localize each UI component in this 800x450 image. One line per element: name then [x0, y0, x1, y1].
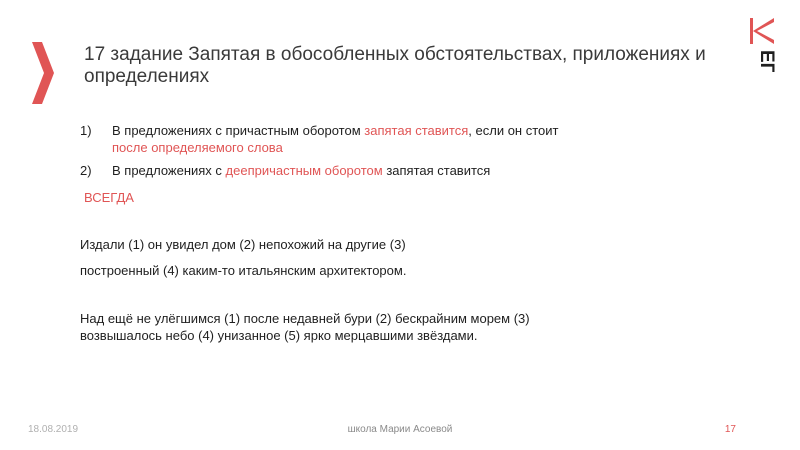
list-number: 1): [80, 123, 92, 138]
rule-highlight: после определяемого слова: [112, 140, 283, 155]
rule-highlight: деепричастным оборотом: [225, 163, 383, 178]
logo-text: ЕГЭ: [756, 50, 777, 72]
example-1-line-2: построенный (4) каким-то итальянским архитектором.: [80, 263, 407, 278]
always-label: ВСЕГДА: [84, 190, 134, 205]
rules-list: [80, 122, 680, 185]
example-2-line-1: Над ещё не улёгшимся (1) после недавней бури (2) бескрайним морем (3): [80, 311, 530, 326]
slide-title: 17 задание Запятая в обособленных обстоятельствах, приложениях и определениях: [84, 44, 706, 87]
page-number: 17: [724, 424, 736, 435]
list-item: [80, 162, 680, 179]
rule-text: В предложениях с причастным оборотом: [112, 123, 365, 138]
rule-highlight: запятая ставится: [364, 123, 469, 138]
example-1-line-1: Издали (1) он увидел дом (2) непохожий на другие (3): [80, 237, 406, 252]
rule-text: , если он стоит: [468, 123, 559, 138]
chevron-right-icon: [30, 40, 56, 106]
rule-text: В предложениях с: [112, 163, 226, 178]
footer-school: школа Марии Асоевой: [347, 424, 453, 435]
list-item: [80, 122, 680, 156]
list-number: 2): [80, 163, 92, 178]
rule-text: запятая ставится: [382, 163, 491, 178]
footer-date: 18.08.2019: [28, 424, 79, 435]
example-2-line-2: возвышалось небо (4) унизанное (5) ярко мерцавшими звёздами.: [80, 328, 478, 343]
